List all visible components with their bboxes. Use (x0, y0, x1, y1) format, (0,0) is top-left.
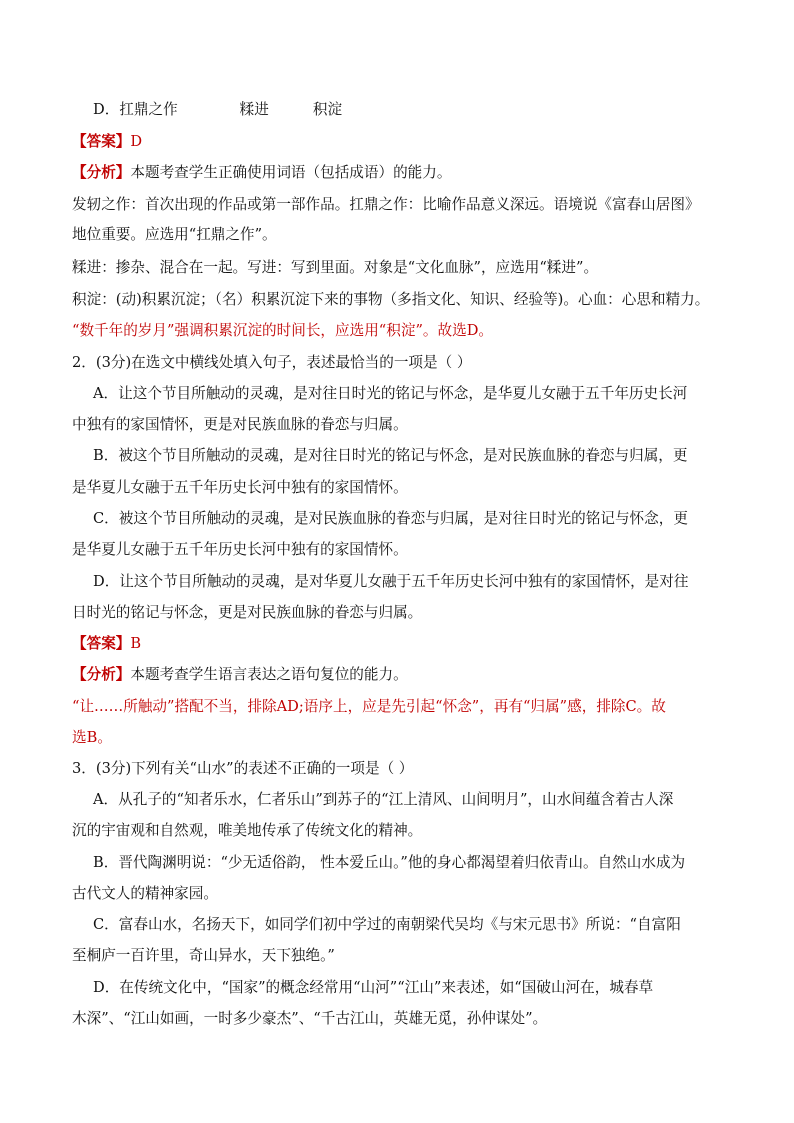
q2-option-b: B．被这个节目所触动的灵魂，是对往日时光的铭记与怀念，是对民族血脉的眷恋与归属，更 (93, 447, 688, 464)
q2-answer-line (72, 634, 141, 654)
q3-option-a: A．从孔子的“知者乐水，仁者乐山”到苏子的“江上清风、山间明月”，山水间蕴含着古人深 (93, 791, 674, 808)
option-d-line (93, 100, 342, 120)
q2-explanation: “让……所触动”搭配不当，排除AD;语序上，应是先引起“怀念”，再有“归属”感，排除C。故 (72, 698, 666, 715)
q2-option-a: A．让这个节目所触动的灵魂，是对往日时光的铭记与怀念，是华夏儿女融于五千年历史长河 (93, 385, 688, 402)
explanation-line: 积淀：(动)积累沉淀；（名）积累沉淀下来的事物（多指文化、知识、经验等)。心血：心思和精力。 (72, 291, 710, 308)
q2-explanation-cont: 选B。 (72, 729, 112, 746)
explanation-line: 发轫之作：首次出现的作品或第一部作品。扛鼎之作：比喻作品意义深远。语境说《富春山居图》 (72, 196, 700, 213)
answer-line-1 (72, 132, 142, 152)
analysis-line-1 (72, 163, 451, 183)
analysis-tag: 【分析】 (72, 164, 131, 181)
question-3-stem: 3．(3分)下列有关“山水”的表述不正确的一项是（ ） (72, 760, 414, 777)
explanation-line: 地位重要。应选用“扛鼎之作”。 (72, 226, 277, 243)
q2-analysis-line (72, 665, 408, 685)
analysis-text: 本题考查学生正确使用词语（包括成语）的能力。 (130, 164, 452, 181)
q2-option-c-cont: 是华夏儿女融于五千年历史长河中独有的家国情怀。 (72, 541, 408, 558)
question-2-stem: 2．(3分)在选文中横线处填入句子，表述最恰当的一项是（ ） (72, 354, 472, 371)
q3-option-b: B．晋代陶渊明说：“少无适俗韵， 性本爱丘山。”他的身心都渴望着归依青山。自然山水成为 (93, 854, 686, 871)
option-d-word-2: 糅进 (239, 101, 269, 118)
answer-value: D (130, 133, 143, 150)
answer-tag: 【答案】 (72, 133, 131, 150)
q3-option-c: C．富春山水，名扬天下，如同学们初中学过的南朝梁代吴均《与宋元思书》所说：“自富阳 (93, 916, 681, 933)
explanation-conclusion: “数千年的岁月”强调积累沉淀的时间长，应选用“积淀”。故选D。 (72, 322, 493, 339)
q3-option-d: D．在传统文化中，“国家”的概念经常用“山河”“江山”来表述，如“国破山河在，城春草 (93, 979, 654, 996)
q2-option-c: C．被这个节目所触动的灵魂，是对民族血脉的眷恋与归属，是对往日时光的铭记与怀念，更 (93, 510, 688, 527)
explanation-line: 糅进：掺杂、混合在一起。写进：写到里面。对象是“文化血脉”，应选用“糅进”。 (72, 259, 599, 276)
q3-option-c-cont: 至桐庐一百许里，奇山异水，天下独绝。” (72, 947, 335, 964)
option-d-word-3: 积淀 (312, 101, 343, 118)
answer-tag: 【答案】 (72, 635, 131, 652)
q2-option-a-cont: 中独有的家国情怀，更是对民族血脉的眷恋与归属。 (72, 416, 408, 433)
q3-option-d-cont: 木深”、“江山如画，一时多少豪杰”、“千古江山，英雄无觅，孙仲谋处”。 (72, 1010, 548, 1027)
answer-value: B (130, 635, 142, 652)
analysis-tag: 【分析】 (72, 666, 131, 683)
option-d-word-1: D．扛鼎之作 (93, 101, 178, 118)
q2-option-d: D．让这个节目所触动的灵魂，是对华夏儿女融于五千年历史长河中独有的家国情怀，是对往 (93, 573, 689, 590)
q3-option-b-cont: 古代文人的精神家园。 (72, 885, 218, 902)
q2-option-d-cont: 日时光的铭记与怀念，更是对民族血脉的眷恋与归属。 (72, 604, 423, 621)
analysis-text: 本题考查学生语言表达之语句复位的能力。 (130, 666, 408, 683)
q2-option-b-cont: 是华夏儿女融于五千年历史长河中独有的家国情怀。 (72, 479, 408, 496)
q3-option-a-cont: 沉的宇宙观和自然观，唯美地传承了传统文化的精神。 (72, 822, 423, 839)
